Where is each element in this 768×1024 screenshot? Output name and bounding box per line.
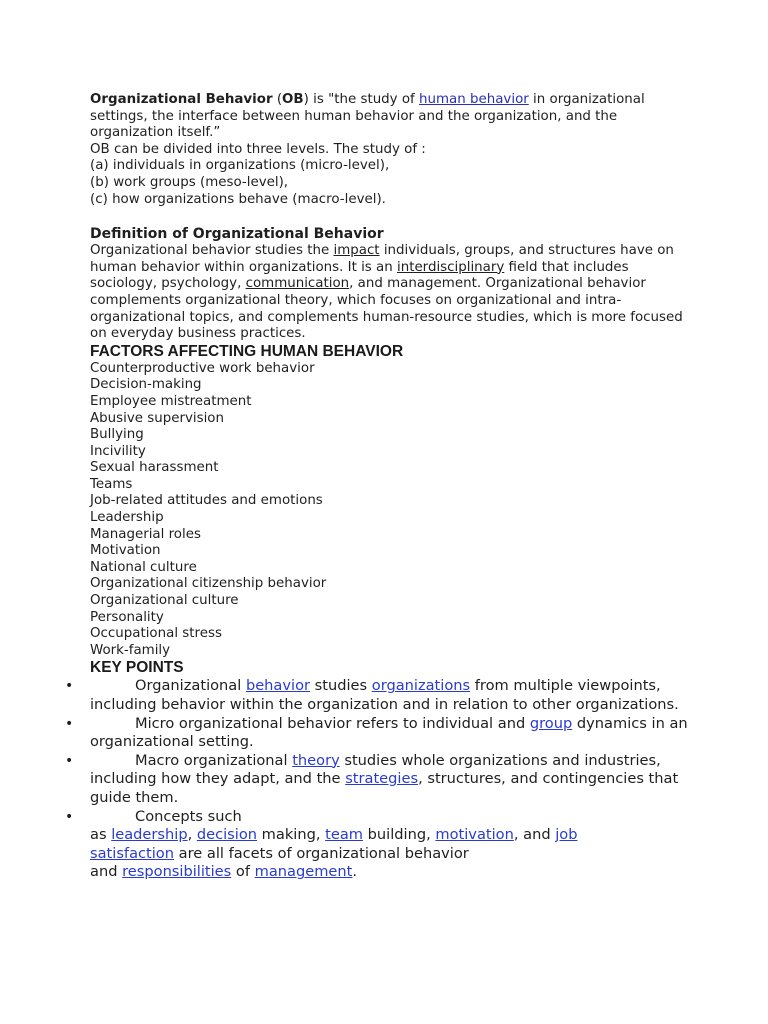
- factor-item: Teams: [90, 476, 133, 492]
- bullet-icon: •: [65, 678, 74, 695]
- intro-term: Organizational Behavior: [90, 92, 273, 107]
- intro-text: in organizational settings, the interface between human behavior and the organization, and the organization itself.”: [90, 92, 645, 141]
- bullet-icon: •: [65, 808, 74, 825]
- factor-item: Personality: [90, 609, 164, 625]
- key-point-text: as: [90, 826, 112, 844]
- definition-text: , and management. Organizational behavior complements organizational theory, which focuses on organizational and intra-organizational topics, and complements human-resource studies, which is more focused on everyday business practices.: [90, 276, 683, 342]
- factors-list: [90, 361, 690, 660]
- definition-text: individuals, groups, and structures have on human behavior within organizations. It is an: [90, 243, 674, 275]
- level-b: (b) work groups (meso-level),: [90, 174, 289, 190]
- key-point-item: [65, 807, 690, 882]
- level-c: (c) how organizations behave (macro-level).: [90, 191, 386, 207]
- key-point-text: are all facets of organizational behavior: [174, 844, 469, 862]
- link-organizations[interactable]: organizations: [371, 677, 471, 695]
- factor-item: Bullying: [90, 427, 144, 443]
- key-point-text: .: [352, 863, 358, 881]
- link-satisfaction[interactable]: satisfaction: [90, 844, 174, 862]
- key-point-text: Macro organizational: [135, 751, 293, 769]
- definition-text: field that includes sociology, psychology,: [90, 259, 629, 292]
- key-point-item: [65, 714, 690, 752]
- intro-section: [90, 92, 690, 208]
- intro-definition: [90, 92, 690, 142]
- factor-item: Decision-making: [90, 377, 202, 393]
- key-point-text: studies whole organizations and industries, including how they adapt, and the: [90, 751, 661, 788]
- factor-item: Sexual harassment: [90, 460, 219, 476]
- factor-item: Employee mistreatment: [90, 393, 252, 409]
- factor-item: Managerial roles: [90, 526, 201, 542]
- factor-item: Incivility: [90, 443, 146, 459]
- link-behavior[interactable]: behavior: [245, 677, 310, 695]
- link-impact[interactable]: impact: [333, 243, 380, 259]
- key-point-text: , and: [513, 826, 556, 844]
- factor-item: Leadership: [90, 510, 164, 526]
- factor-item: Occupational stress: [90, 626, 222, 642]
- definition-paragraph: [90, 243, 690, 343]
- link-responsibilities[interactable]: responsibilities: [122, 863, 232, 881]
- key-point-text: studies: [310, 677, 372, 695]
- key-point-item: [65, 677, 690, 714]
- definition-heading: Definition of Organizational Behavior: [90, 226, 384, 243]
- bullet-icon: •: [65, 715, 74, 732]
- link-management[interactable]: management: [254, 863, 353, 881]
- link-strategies[interactable]: strategies: [345, 770, 419, 788]
- factor-item: National culture: [90, 559, 197, 575]
- key-point-text: making,: [257, 826, 326, 844]
- key-point-text: Concepts such: [135, 807, 242, 825]
- key-point-text: , structures, and contingencies that guide them.: [90, 770, 679, 806]
- link-team[interactable]: team: [325, 826, 364, 844]
- factor-item: Job-related attitudes and emotions: [90, 493, 323, 509]
- link-communication[interactable]: communication: [245, 276, 350, 292]
- key-point-text: ,: [187, 826, 197, 844]
- factor-item: Work-family: [90, 642, 171, 658]
- key-points-heading: KEY POINTS: [90, 659, 184, 677]
- key-point-text: Organizational: [135, 677, 246, 695]
- intro-text: (: [272, 92, 283, 107]
- key-point-item: [65, 751, 690, 808]
- link-interdisciplinary[interactable]: interdisciplinary: [396, 259, 505, 275]
- key-point-text: Micro organizational behavior refers to individual and: [135, 714, 530, 732]
- key-point-text: from multiple viewpoints, including behavior within the organization and in relation to other organizations.: [90, 677, 679, 713]
- factor-item: Organizational culture: [90, 593, 239, 609]
- link-theory[interactable]: theory: [292, 751, 340, 769]
- levels-intro: OB can be divided into three levels. The study of :: [90, 141, 426, 157]
- link-human-behavior[interactable]: human behavior: [419, 92, 529, 107]
- factors-heading: FACTORS AFFECTING HUMAN BEHAVIOR: [90, 342, 404, 360]
- key-point-text: dynamics in an organizational setting.: [90, 714, 688, 751]
- link-job[interactable]: job: [555, 826, 578, 844]
- definition-section: [90, 243, 690, 343]
- key-point-text: building,: [363, 826, 436, 844]
- intro-text: ) is "the study of: [303, 92, 420, 107]
- bullet-icon: •: [65, 752, 74, 769]
- intro-abbr: OB: [282, 92, 304, 107]
- document-page: [65, 92, 690, 882]
- factor-item: Counterproductive work behavior: [90, 360, 315, 376]
- link-decision[interactable]: decision: [196, 826, 258, 844]
- factor-item: Abusive supervision: [90, 410, 224, 426]
- level-a: (a) individuals in organizations (micro-level),: [90, 158, 390, 174]
- key-points-list: [65, 677, 690, 882]
- key-point-text: of: [231, 863, 255, 881]
- factor-item: Organizational citizenship behavior: [90, 576, 327, 592]
- link-motivation[interactable]: motivation: [435, 826, 514, 844]
- factor-item: Motivation: [90, 543, 161, 559]
- link-leadership[interactable]: leadership: [111, 826, 188, 844]
- definition-text: Organizational behavior studies the: [90, 243, 334, 259]
- link-group[interactable]: group: [529, 714, 573, 732]
- key-point-text: and: [90, 863, 123, 881]
